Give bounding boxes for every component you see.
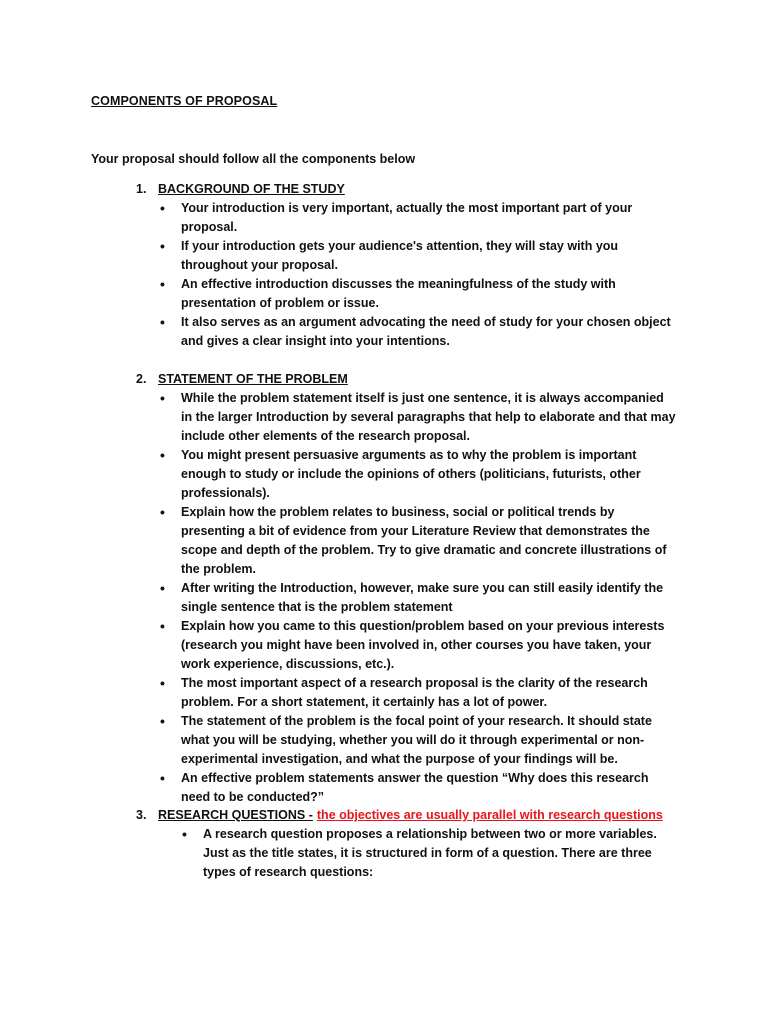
section-heading (136, 806, 696, 825)
section-title: BACKGROUND OF THE STUDY (158, 182, 345, 196)
intro-text: Your proposal should follow all the components below (91, 152, 416, 166)
bullet-list (136, 389, 696, 807)
section-number: 3. (136, 808, 147, 822)
section-heading (136, 370, 696, 389)
section-heading (136, 180, 696, 199)
section-statement-of-problem (136, 370, 696, 807)
bullet-item: • An effective introduction discusses the meaningfulness of the study with presentation of problem or issue. (136, 275, 676, 313)
bullet-item: • If your introduction gets your audience's attention, they will stay with you throughout your proposal. (136, 237, 676, 275)
bullet-item: • A research question proposes a relationship between two or more variables. Just as the title states, it is structured in form of a question. There are three types of research questions: (136, 825, 683, 882)
bullet-item: • While the problem statement itself is just one sentence, it is always accompanied in the larger Introduction by several paragraphs that help to elaborate and that may include other elements of the research proposal. (136, 389, 676, 446)
bullet-item: • Explain how the problem relates to business, social or political trends by presenting a bit of evidence from your Literature Review that demonstrates the scope and depth of the problem. Try to give dramatic and concrete illustrations of the problem. (136, 503, 676, 579)
section-title: RESEARCH QUESTIONS - (158, 808, 313, 822)
bullet-item: • The statement of the problem is the focal point of your research. It should state what you will be studying, whether you will do it through experimental or non-experimental investigation, and what the purpose of your findings will be. (136, 712, 676, 769)
section-background (136, 180, 696, 351)
bullet-list (136, 825, 696, 882)
bullet-item: • Explain how you came to this question/problem based on your previous interests (research you might have been involved in, other courses you have taken, your work experience, discussions, etc.). (136, 617, 676, 674)
bullet-item: • After writing the Introduction, however, make sure you can still easily identify the single sentence that is the problem statement (136, 579, 676, 617)
document-title: COMPONENTS OF PROPOSAL (91, 94, 278, 108)
bullet-item: • It also serves as an argument advocating the need of study for your chosen object and gives a clear insight into your intentions. (136, 313, 676, 351)
bullet-list (136, 199, 696, 351)
bullet-item: • Your introduction is very important, actually the most important part of your proposal. (136, 199, 676, 237)
section-note: the objectives are usually parallel with research questions (316, 808, 663, 822)
bullet-item: • You might present persuasive arguments as to why the problem is important enough to study or include the opinions of others (politicians, futurists, other professionals). (136, 446, 676, 503)
section-number: 2. (136, 372, 147, 386)
section-research-questions (136, 806, 696, 882)
bullet-item: • An effective problem statements answer the question “Why does this research need to be conducted?” (136, 769, 676, 807)
section-title: STATEMENT OF THE PROBLEM (158, 372, 348, 386)
bullet-item: • The most important aspect of a research proposal is the clarity of the research problem. For a short statement, it certainly has a lot of power. (136, 674, 676, 712)
section-number: 1. (136, 182, 147, 196)
